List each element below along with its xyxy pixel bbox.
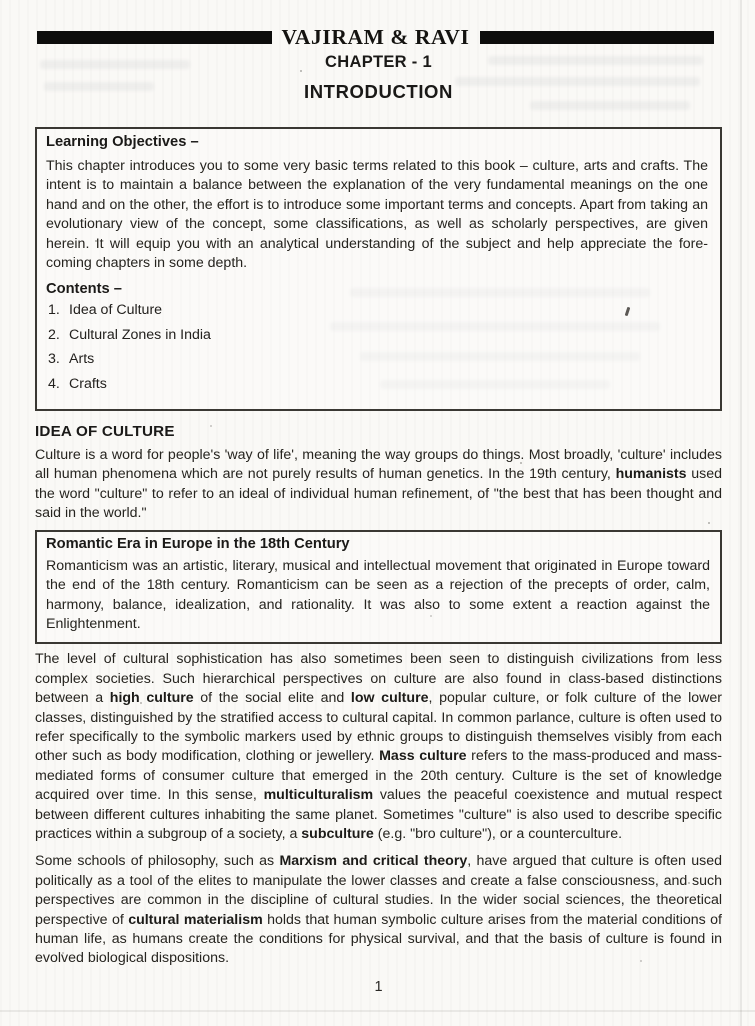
contents-item-number: 3. xyxy=(48,351,60,368)
contents-item xyxy=(46,301,708,320)
scan-specks xyxy=(0,0,2,2)
contents-heading: Contents – xyxy=(46,281,122,298)
contents-item-number: 4. xyxy=(48,375,60,392)
banner-bar-left xyxy=(37,31,272,44)
romantic-era-heading: Romantic Era in Europe in the 18th Century xyxy=(46,535,350,552)
contents-item-label: Crafts xyxy=(69,375,107,392)
romantic-era-text: Romanticism was an artistic, literary, musical and intellectual movement that originated in Europe toward the end of the 18th century. Romanticism can be seen as a rejection of the precepts of order, calm, harmony, balance, idealization, and rationality. It was also to some extent a reaction against the Enlightenment. xyxy=(46,557,710,632)
contents-item xyxy=(46,350,708,369)
chapter-heading: CHAPTER - 1 xyxy=(325,53,432,71)
page-number: 1 xyxy=(374,978,383,995)
idea-of-culture-heading: IDEA OF CULTURE xyxy=(35,423,175,441)
contents-item-number: 2. xyxy=(48,326,60,343)
contents-item-label: Arts xyxy=(69,351,95,368)
idea-of-culture-paragraph: Culture is a word for people's 'way of life', meaning the way groups do things. Most broadly, 'culture' includes all human phenomena which are not purely results of human genetics. In the 19th century, humanists used the word "culture" to refer to an ideal of individual human refinement, of "the best that has been thought and said in the world." xyxy=(35,447,722,522)
brand-banner xyxy=(35,0,722,50)
contents-item-number: 1. xyxy=(48,302,60,319)
publisher-name: VAJIRAM & RAVI xyxy=(281,25,470,49)
philosophy-paragraph: Some schools of philosophy, such as Marxism and critical theory, have argued that culture is often used politically as a tool of the elites to manipulate the lower classes and create a false consciousness, and such perspectives are common in the discipline of cultural studies. In the wider social sciences, the theoretical perspective of cultural materialism holds that human symbolic culture arises from the material conditions of human life, as humans create the conditions for physical survival, and that the basis of culture is found in evolved biological dispositions. xyxy=(35,853,722,967)
learning-objectives-box xyxy=(35,127,722,411)
scan-bottom-edge xyxy=(0,1010,755,1012)
scan-fold-line xyxy=(740,0,742,1026)
learning-objectives-heading: Learning Objectives – xyxy=(46,134,199,150)
contents-item xyxy=(46,375,708,394)
learning-objectives-text: This chapter introduces you to some very basic terms related to this book – culture, arts and crafts. The intent is to maintain a balance between the explanation of the very fundamental meanings on the one hand and on the other, the effort is to introduce some important terms and concepts. Apart from taking an evolutionary view of the concept, some classifications, as well as scholarly perspectives, are given herein. It will equip you with an analytical understanding of the subject and help appreciate the fore-coming chapters in some depth. xyxy=(46,158,708,272)
contents-list xyxy=(46,301,708,394)
page-title: INTRODUCTION xyxy=(303,81,454,102)
page-header xyxy=(35,0,722,103)
contents-item-label: Idea of Culture xyxy=(69,302,163,319)
banner-bar-right xyxy=(480,31,715,44)
culture-sophistication-paragraph: The level of cultural sophistication has also sometimes been seen to distinguish civilizations from less complex societies. Such hierarchical perspectives on culture are also found in class-based distinctions between a high culture of the social elite and low culture, popular culture, or folk culture of the lower classes, distinguished by the stratified access to cultural capital. In common parlance, culture is often used to refer specifically to the symbolic markers used by ethnic groups to distinguish themselves visibly from each other such as body modification, clothing or jewellery. Mass culture refers to the mass-produced and mass-mediated forms of consumer culture that emerged in the 20th century. Culture is the set of knowledge acquired over time. In this sense, multiculturalism values the peaceful coexistence and mutual respect between different cultures inhabiting the same planet. Sometimes "culture" is also used to describe specific practices within a subgroup of a society, a subculture (e.g. "bro culture"), or a counterculture. xyxy=(35,651,723,842)
contents-item xyxy=(46,326,708,345)
romantic-era-box xyxy=(35,530,722,645)
contents-item-label: Cultural Zones in India xyxy=(69,326,211,343)
